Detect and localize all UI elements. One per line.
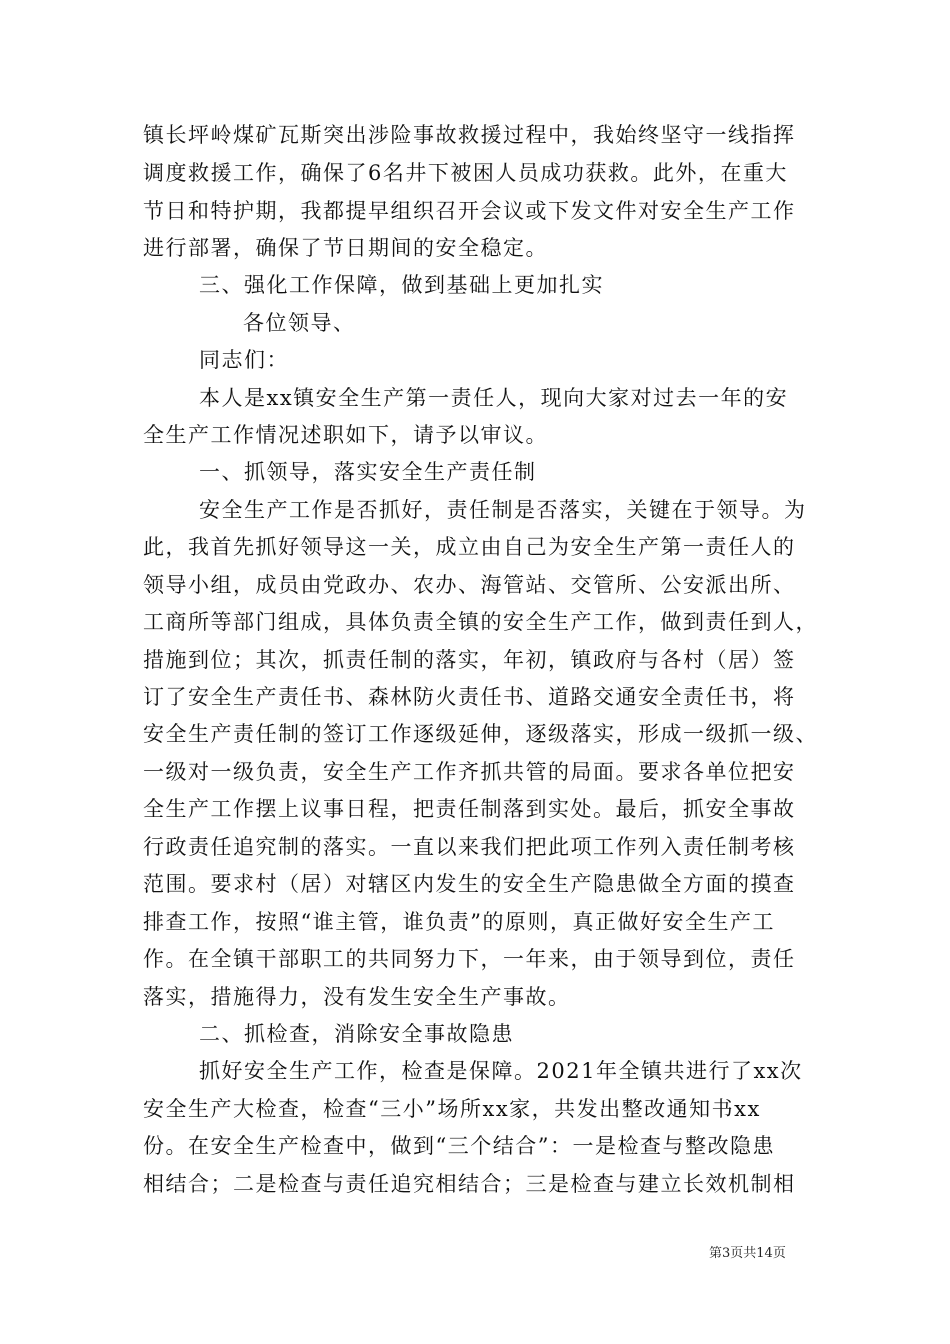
text-line: 落实，措施得力，没有发生安全生产事故。 <box>143 985 571 1009</box>
text-line: 安全生产大检查，检查“三小”场所xx家，共发出整改通知书xx <box>143 1097 761 1121</box>
text-line: 安全生产责任制的签订工作逐级延伸，逐级落实，形成一级抓一级、 <box>143 722 818 746</box>
section-heading: 二、抓检查，消除安全事故隐患 <box>199 1022 514 1046</box>
text-line: 一级对一级负责，安全生产工作齐抓共管的局面。要求各单位把安 <box>143 760 796 784</box>
text-line: 抓好安全生产工作，检查是保障。2021年全镇共进行了xx次 <box>199 1059 803 1083</box>
page-number: 第3页共14页 <box>709 1246 786 1261</box>
text-line: 此，我首先抓好领导这一关，成立由自己为安全生产第一责任人的 <box>143 535 796 559</box>
text-line: 份。在安全生产检查中，做到“三个结合”：一是检查与整改隐患 <box>143 1134 775 1158</box>
text-line: 工商所等部门组成，具体负责全镇的安全生产工作，做到责任到人， <box>143 610 818 634</box>
text-line: 行政责任追究制的落实。一直以来我们把此项工作列入责任制考核 <box>143 835 796 859</box>
text-line: 领导小组，成员由党政办、农办、海管站、交管所、公安派出所、 <box>143 573 796 597</box>
text-line: 排查工作，按照“谁主管，谁负责”的原则，真正做好安全生产工 <box>143 910 775 934</box>
text-line: 本人是xx镇安全生产第一责任人，现向大家对过去一年的安 <box>199 386 789 410</box>
text-line: 进行部署，确保了节日期间的安全稳定。 <box>143 236 548 260</box>
text-line: 作。在全镇干部职工的共同努力下，一年来，由于领导到位，责任 <box>143 947 796 971</box>
section-heading: 三、强化工作保障，做到基础上更加扎实 <box>199 273 604 297</box>
text-line: 镇长坪岭煤矿瓦斯突出涉险事故救援过程中，我始终坚守一线指挥 <box>143 123 796 147</box>
text-line: 节日和特护期，我都提早组织召开会议或下发文件对安全生产工作 <box>143 199 796 223</box>
text-line: 全生产工作情况述职如下，请予以审议。 <box>143 423 548 447</box>
salutation: 同志们： <box>199 348 289 372</box>
text-line: 安全生产工作是否抓好，责任制是否落实，关键在于领导。为 <box>199 498 807 522</box>
text-line: 全生产工作摆上议事日程，把责任制落到实处。最后，抓安全事故 <box>143 797 796 821</box>
text-line: 订了安全生产责任书、森林防火责任书、道路交通安全责任书，将 <box>143 685 796 709</box>
salutation: 各位领导、 <box>243 311 356 335</box>
section-heading: 一、抓领导，落实安全生产责任制 <box>199 460 537 484</box>
text-line: 调度救援工作，确保了6名井下被困人员成功获救。此外，在重大 <box>143 161 788 185</box>
text-line: 范围。要求村（居）对辖区内发生的安全生产隐患做全方面的摸查 <box>143 872 796 896</box>
text-line: 相结合；二是检查与责任追究相结合；三是检查与建立长效机制相 <box>143 1172 796 1196</box>
text-line: 措施到位；其次，抓责任制的落实，年初，镇政府与各村（居）签 <box>143 648 796 672</box>
